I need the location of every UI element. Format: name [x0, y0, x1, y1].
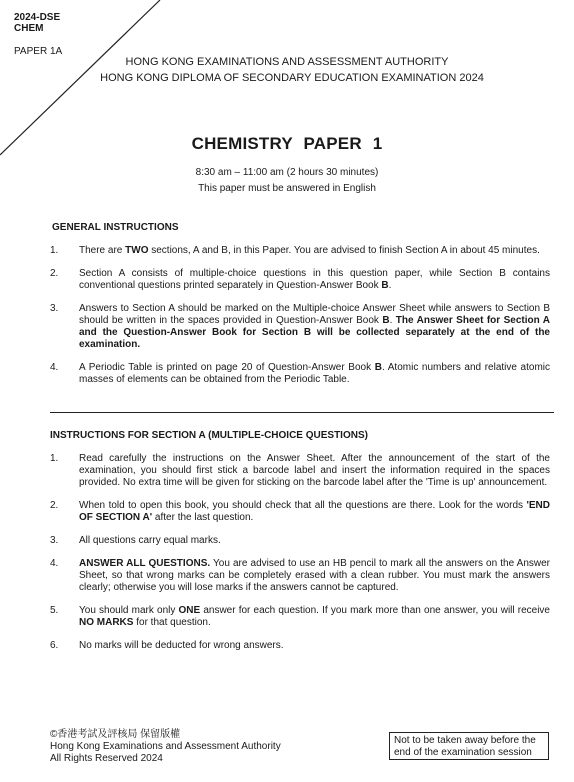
exam-code: 2024-DSE [14, 12, 61, 23]
instruction-item [50, 535, 550, 547]
instruction-number: 4. [50, 362, 59, 373]
instruction-text: No marks will be deducted for wrong answers. [79, 640, 284, 651]
instruction-number: 6. [50, 640, 59, 651]
instruction-text: You should mark only ONE answer for each question. If you mark more than one answer, you will receive NO MARKS for that question. [79, 605, 550, 628]
instruction-item [50, 362, 550, 386]
exam-time: 8:30 am – 11:00 am (2 hours 30 minutes) [195, 167, 379, 178]
general-instructions-list [50, 245, 550, 397]
exam-name: HONG KONG DIPLOMA OF SECONDARY EDUCATION EXAMINATION 2024 [100, 72, 484, 84]
authority-name: HONG KONG EXAMINATIONS AND ASSESSMENT AUTHORITY [125, 56, 449, 68]
instruction-item [50, 303, 550, 351]
instruction-item [50, 453, 550, 489]
instruction-item [50, 558, 550, 594]
not-to-be-taken-away-notice: Not to be taken away before the end of the examination session [389, 732, 549, 760]
authority-header [0, 54, 574, 86]
instruction-number: 3. [50, 303, 59, 314]
instruction-item [50, 268, 550, 292]
section-divider [50, 412, 554, 413]
instruction-number: 2. [50, 500, 59, 511]
instruction-number: 2. [50, 268, 59, 279]
paper-title: CHEMISTRY PAPER 1 [191, 134, 383, 153]
instruction-item [50, 245, 550, 257]
section-a-instructions-list [50, 453, 550, 663]
instruction-item [50, 640, 550, 652]
subject-code: CHEM [14, 23, 44, 34]
copyright-rights: All Rights Reserved 2024 [50, 753, 163, 764]
exam-details [0, 165, 574, 197]
instruction-text: When told to open this book, you should check that all the questions are there. Look for the words 'END OF SECTION A' after the last question. [79, 500, 550, 523]
instruction-text: Read carefully the instructions on the Answer Sheet. After the announcement of the start of the examination, you should first stick a barcode label and insert the information required in the spaces provided. No extra time will be given for sticking on the barcode label after the 'Time is up' announcement. [79, 453, 550, 488]
language-note: This paper must be answered in English [198, 183, 376, 194]
copyright-chinese: ©香港考試及評核局 保留版權 [50, 729, 181, 740]
instruction-number: 1. [50, 245, 59, 256]
instruction-number: 3. [50, 535, 59, 546]
instruction-text: All questions carry equal marks. [79, 535, 221, 546]
instruction-item [50, 605, 550, 629]
instruction-text: A Periodic Table is printed on page 20 of Question-Answer Book B. Atomic numbers and relative atomic masses of elements can be obtained from the Periodic Table. [79, 362, 551, 385]
copyright-authority: Hong Kong Examinations and Assessment Authority [50, 741, 281, 752]
paper-code-block [14, 12, 62, 57]
instruction-text: There are TWO sections, A and B, in this Paper. You are advised to finish Section A in about 45 minutes. [79, 245, 540, 256]
instruction-text: ANSWER ALL QUESTIONS. You are advised to use an HB pencil to mark all the answers on the Answer Sheet, so that wrong marks can be completely erased with a clean rubber. You must mark the answers clearly; otherwise you will lose marks if the answers cannot be captured. [79, 558, 551, 593]
copyright-block [50, 729, 281, 765]
instruction-number: 4. [50, 558, 59, 569]
instruction-number: 5. [50, 605, 59, 616]
instruction-number: 1. [50, 453, 59, 464]
general-instructions-heading: GENERAL INSTRUCTIONS [52, 222, 179, 233]
paper-code: PAPER 1A [14, 46, 63, 57]
instruction-text: Answers to Section A should be marked on the Multiple-choice Answer Sheet while answers to Section B should be written in the spaces provided in Question-Answer Book B. The Answer Sheet for Section A and the Question-Answer Book for Section B will be collected separately at the end of the examination. [79, 303, 551, 350]
instruction-text: Section A consists of multiple-choice questions in this question paper, while Section B contains conventional questions printed separately in Question-Answer Book B. [79, 268, 550, 291]
instruction-item [50, 500, 550, 524]
section-a-heading: INSTRUCTIONS FOR SECTION A (MULTIPLE-CHOICE QUESTIONS) [50, 430, 368, 441]
